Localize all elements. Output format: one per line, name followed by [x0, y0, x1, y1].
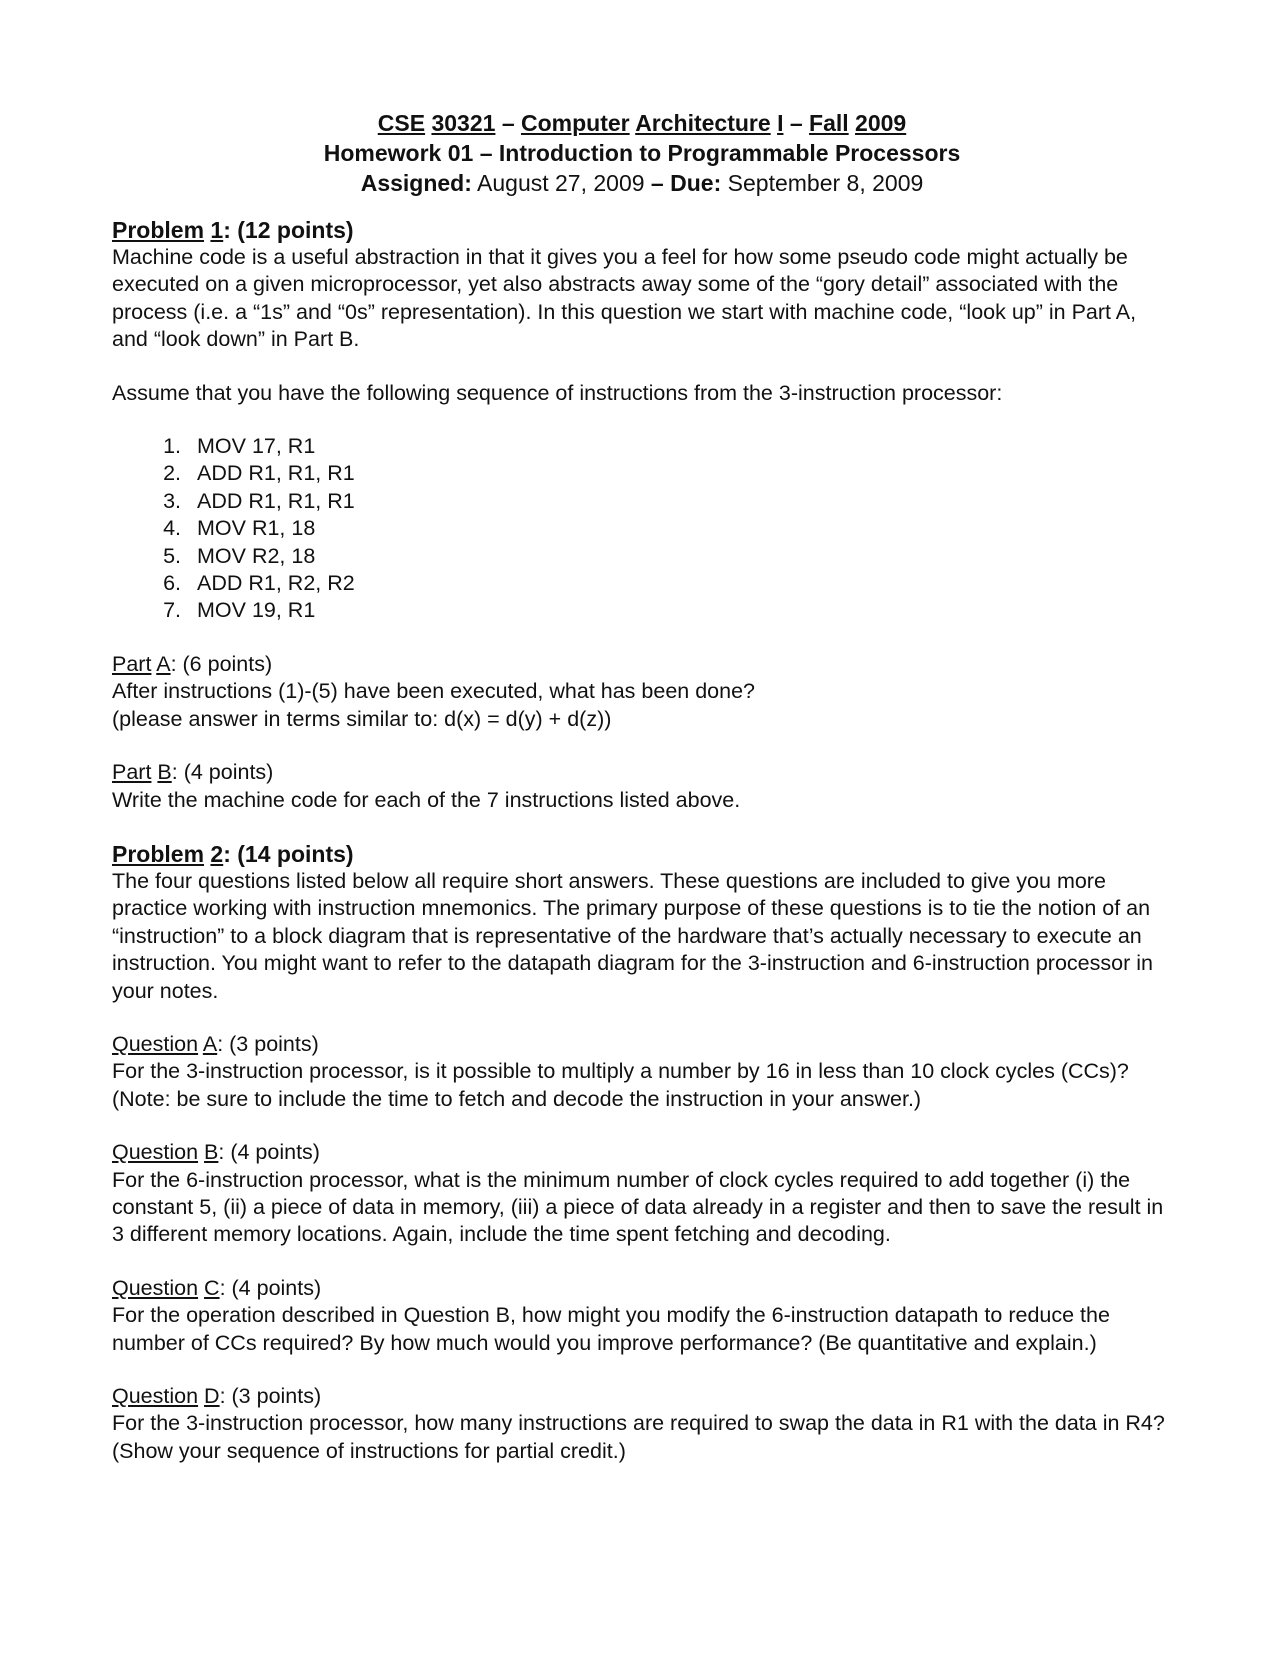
list-item: 6. ADD R1, R2, R2	[187, 570, 1172, 597]
problem-1-assume: Assume that you have the following sequence of instructions from the 3-instruction processor:	[112, 380, 1003, 405]
problem-1-word: Problem	[112, 217, 205, 243]
part-b-line-1: Write the machine code for each of the 7 instructions listed above.	[112, 787, 741, 812]
question-d-text: For the 3-instruction processor, how many instructions are required to swap the data in R1 with the data in R4? (Show your sequence of instructions for partial credit.)	[112, 1411, 1165, 1463]
list-item: 3. ADD R1, R1, R1	[187, 488, 1172, 515]
question-letter: B	[204, 1140, 219, 1165]
question-letter: D	[204, 1384, 220, 1408]
question-b-title	[112, 1139, 1172, 1166]
course-number: 30321	[431, 110, 496, 136]
question-word: Question	[112, 1384, 199, 1408]
course-title	[112, 108, 1172, 138]
question-c-title	[112, 1275, 1172, 1302]
list-item: 1. MOV 17, R1	[187, 433, 1172, 460]
document-page	[112, 108, 1172, 1465]
due-label: Due:	[670, 170, 722, 196]
year: 2009	[855, 110, 907, 136]
part-a	[112, 651, 1172, 733]
question-d-title	[112, 1383, 1172, 1410]
question-a-title	[112, 1031, 1172, 1058]
problem-1-intro: Machine code is a useful abstraction in that it gives you a feel for how some pseudo code might actually be executed on a given microprocessor, yet also abstracts away some of the “gory detail” associated with the process (i.e. a “1s” and “0s” representation). In this question we start with machine code, “look up” in Part A, and “look down” in Part B.	[112, 245, 1137, 352]
question-a	[112, 1031, 1172, 1113]
part-b-word: Part	[112, 760, 152, 785]
list-item: 5. MOV R2, 18	[187, 543, 1172, 570]
question-points: : (3 points)	[219, 1384, 322, 1408]
question-points: : (4 points)	[219, 1275, 322, 1300]
question-c-text: For the operation described in Question B, how might you modify the 6-instruction datapath to reduce the number of CCs required? By how much would you improve performance? (Be quantitative and explain.)	[112, 1303, 1110, 1355]
due-date: September 8, 2009	[727, 170, 924, 196]
question-d	[112, 1383, 1172, 1465]
assigned-label: Assigned:	[360, 170, 472, 196]
problem-2-number: 2	[210, 840, 224, 867]
part-a-line-2: (please answer in terms similar to: d(x) = d(y) + d(z))	[112, 706, 612, 731]
part-b-title	[112, 759, 1172, 786]
question-letter: C	[204, 1275, 220, 1300]
problem-2-intro: The four questions listed below all require short answers. These questions are included to give you more practice working with instruction mnemonics. The primary purpose of these questions is to tie the notion of an “instruction” to a block diagram that is representative of the hardware that’s actually necessary to execute an instruction. You might want to refer to the datapath diagram for the 3-instruction and 6-instruction processor in your notes.	[112, 868, 1153, 1003]
dates-line	[112, 168, 1172, 198]
document-header	[112, 108, 1172, 198]
question-points: : (3 points)	[217, 1031, 319, 1056]
part-b-points: : (4 points)	[171, 760, 274, 785]
question-c	[112, 1275, 1172, 1357]
list-item: 4. MOV R1, 18	[187, 515, 1172, 542]
problem-1-points: : (12 points)	[223, 217, 354, 243]
question-points: : (4 points)	[218, 1140, 320, 1165]
assigned-date: August 27, 2009	[477, 170, 645, 196]
question-b	[112, 1139, 1172, 1249]
term: Fall	[809, 110, 849, 136]
homework-title: Homework 01 – Introduction to Programmable Processors	[323, 140, 961, 166]
due-separator: –	[644, 170, 671, 196]
instruction-list	[112, 433, 1172, 625]
course-code: CSE	[377, 110, 426, 136]
question-letter: A	[202, 1031, 218, 1056]
title-dash: –	[495, 110, 522, 136]
course-name-word-1: Computer	[521, 110, 630, 136]
part-a-letter: A	[156, 651, 171, 676]
problem-1-number: 1	[210, 217, 224, 243]
problem-2-title	[112, 840, 1172, 868]
course-name-word-2: Architecture	[635, 110, 771, 136]
list-item: 7. MOV 19, R1	[187, 597, 1172, 624]
part-b-letter: B	[157, 760, 172, 785]
part-a-points: : (6 points)	[170, 651, 273, 676]
problem-1-title	[112, 216, 1172, 244]
problem-2-points: : (14 points)	[223, 840, 354, 867]
list-item: 2. ADD R1, R1, R1	[187, 460, 1172, 487]
part-a-line-1: After instructions (1)-(5) have been executed, what has been done?	[112, 679, 755, 704]
course-name-word-3: I	[777, 110, 784, 136]
question-word: Question	[112, 1031, 199, 1056]
title-dash: –	[783, 110, 810, 136]
part-a-title	[112, 651, 1172, 678]
question-word: Question	[112, 1275, 199, 1300]
question-b-text: For the 6-instruction processor, what is the minimum number of clock cycles required to add together (i) the constant 5, (ii) a piece of data in memory, (iii) a piece of data already in a register and then to save the result in 3 different memory locations. Again, include the time spent fetching and decoding.	[112, 1167, 1164, 1247]
question-word: Question	[112, 1140, 199, 1165]
question-a-text: For the 3-instruction processor, is it possible to multiply a number by 16 in less than 10 clock cycles (CCs)? (Note: be sure to include the time to fetch and decode the instruction in your answer.)	[112, 1059, 1129, 1111]
part-b	[112, 759, 1172, 814]
part-a-word: Part	[112, 651, 152, 676]
problem-2-word: Problem	[112, 840, 205, 867]
